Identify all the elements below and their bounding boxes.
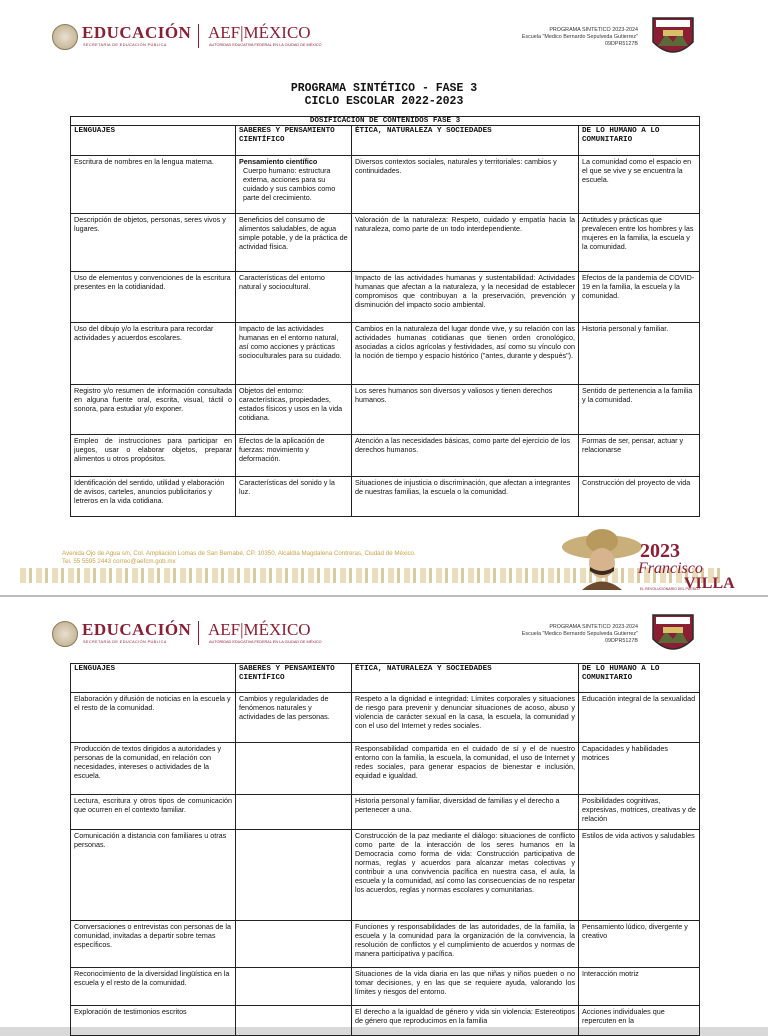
cell-humano: Historia personal y familiar. <box>579 323 700 385</box>
table-row <box>71 830 700 921</box>
column-header-lenguajes: LENGUAJES <box>71 664 236 693</box>
program-line: PROGRAMA SINTETICO 2023-2024 <box>549 27 638 33</box>
table-row <box>71 921 700 968</box>
villa-text: VILLA <box>684 575 735 592</box>
aef-logo: AEF|MÉXICO <box>208 620 311 639</box>
cell-humano: Sentido de pertenencia a la familia y la comunidad. <box>579 385 700 435</box>
contents-table-2 <box>70 663 700 1036</box>
cell-etica: El derecho a la igualdad de género y vida sin violencia: Estereotipos de género que reproducimos en la familia <box>352 1006 579 1036</box>
cell-saberes <box>236 830 352 921</box>
table-row <box>71 435 700 477</box>
school-code-line: 09DPR5127B <box>605 41 638 47</box>
mexico-seal-icon <box>52 24 78 50</box>
dosificacion-heading: DOSIFICACION DE CONTENIDOS FASE 3 <box>71 117 700 126</box>
page-header <box>0 0 768 60</box>
column-header-etica: ÉTICA, NATURALEZA Y SOCIEDADES <box>352 664 579 693</box>
table-row <box>71 477 700 517</box>
cell-saberes <box>236 968 352 1006</box>
cell-humano: La comunidad como el espacio en el que se vive y se encuentra la escuela. <box>579 156 700 214</box>
cell-humano: Interacción motriz <box>579 968 700 1006</box>
aef-subtitle: AUTORIDAD EDUCATIVA FEDERAL EN LA CIUDAD DE MÉXICO <box>209 43 322 47</box>
cell-humano: Actitudes y prácticas que prevalecen entre los hombres y las mujeres en la familia, la escuela y la comunidad. <box>579 214 700 272</box>
cell-humano: Pensamiento lúdico, divergente y creativo <box>579 921 700 968</box>
table-row <box>71 214 700 272</box>
cell-humano: Capacidades y habilidades motrices <box>579 743 700 795</box>
school-code-line: 09DPR5127B <box>605 638 638 644</box>
school-shield-logo <box>650 12 696 62</box>
title-line-1: PROGRAMA SINTÉTICO - FASE 3 <box>290 82 478 95</box>
cell-lenguajes: Comunicación a distancia con familiares u otras personas. <box>71 830 236 921</box>
cell-etica: Situaciones de injusticia o discriminación, que afectan a integrantes de nuestras familias, la escuela o la comunidad. <box>352 477 579 517</box>
aef-subtitle: AUTORIDAD EDUCATIVA FEDERAL EN LA CIUDAD DE MÉXICO <box>209 640 322 644</box>
cell-etica: Atención a las necesidades básicas, como parte del ejercicio de los derechos humanos. <box>352 435 579 477</box>
cell-saberes: Beneficios del consumo de alimentos saludables, de agua simple potable, y de la práctica de actividad física. <box>236 214 352 272</box>
column-header-etica: ÉTICA, NATURALEZA Y SOCIEDADES <box>352 126 579 156</box>
educacion-subtitle: SECRETARÍA DE EDUCACIÓN PÚBLICA <box>83 43 167 47</box>
cell-etica: Responsabilidad compartida en el cuidado de sí y el de nuestro entorno con la familia, la escuela, la comunidad, el uso de Internet y redes sociales, para generar espacios de bienestar e inclusión, equidad e igualdad. <box>352 743 579 795</box>
table-row <box>71 323 700 385</box>
cell-lenguajes: Uso de elementos y convenciones de la escritura presentes en la cotidianidad. <box>71 272 236 323</box>
cell-lenguajes: Conversaciones o entrevistas con personas de la comunidad, invitadas a departir sobre temas específicos. <box>71 921 236 968</box>
cell-etica: Respeto a la dignidad e integridad: Límites corporales y situaciones de riesgo para prevenir y denunciar situaciones de acoso, abuso y violencia de carácter sexual en la casa, la escuela, la comunidad y con el uso del Internet y redes sociales. <box>352 693 579 743</box>
cell-lenguajes: Descripción de objetos, personas, seres vivos y lugares. <box>71 214 236 272</box>
cell-saberes: Características del entorno natural y sociocultural. <box>236 272 352 323</box>
address-text: Avenida Ojo de Agua s/n, Col. Ampliación Lomas de San Bernabé, CP. 10350, Alcaldía Magdalena Contreras, Ciudad de México. <box>62 550 416 557</box>
cell-saberes <box>236 795 352 830</box>
cell-humano: Efectos de la pandemia de COVID-19 en la familia, la escuela y la comunidad. <box>579 272 700 323</box>
school-shield-logo <box>650 609 696 659</box>
year-2023: 2023 <box>640 540 680 562</box>
cell-lenguajes: Empleo de instrucciones para participar en juegos, usar o elaborar objetos, preparar alimentos u otros propósitos. <box>71 435 236 477</box>
villa-subtitle: EL REVOLUCIONARIO DEL PUEBLO <box>640 587 700 591</box>
title-line-2: CICLO ESCOLAR 2022-2023 <box>304 95 464 108</box>
cell-lenguajes: Elaboración y difusión de noticias en la escuela y el resto de la comunidad. <box>71 693 236 743</box>
cell-etica: Valoración de la naturaleza: Respeto, cuidado y empatía hacia la naturaleza, como parte de un todo interdependiente. <box>352 214 579 272</box>
cell-etica: Funciones y responsabilidades de las autoridades, de la familia, la escuela y la comunidad para la organización de la convivencia, la resolución de conflictos y el cumplimiento de acuerdos y normas de manera participativa y pacífica. <box>352 921 579 968</box>
cell-lenguajes: Identificación del sentido, utilidad y elaboración de avisos, carteles, anuncios publicitarios y letreros en la vida cotidiana. <box>71 477 236 517</box>
cell-saberes <box>236 743 352 795</box>
header-school-info <box>522 624 638 645</box>
cell-saberes: Objetos del entorno: características, propiedades, estados físicos y usos en la vida cotidiana. <box>236 385 352 435</box>
column-header-saberes: SABERES Y PENSAMIENTO CIENTÍFICO <box>236 664 352 693</box>
francisco-villa-portrait-icon <box>560 525 645 590</box>
cell-etica: Historia personal y familiar, diversidad de familias y el derecho a pertenecer a una. <box>352 795 579 830</box>
document-title <box>0 82 768 108</box>
logo-divider <box>198 621 199 645</box>
francisco-text: Francisco <box>638 560 703 577</box>
cell-humano: Educación integral de la sexualidad <box>579 693 700 743</box>
cell-lenguajes: Producción de textos dirigidos a autoridades y personas de la comunidad, en relación con necesidades, intereses o actividades de la escuela. <box>71 743 236 795</box>
cell-etica: Situaciones de la vida diaria en las que niñas y niños pueden o no tomar decisiones, y en las que se requiere ayuda, valorando los límites y riesgos del entorno. <box>352 968 579 1006</box>
cell-lenguajes: Escritura de nombres en la lengua materna. <box>71 156 236 214</box>
column-header-saberes: SABERES Y PENSAMIENTO CIENTÍFICO <box>236 126 352 156</box>
contact-text: Tel. 55 5595 2443 correo@aefcm.gob.mx <box>62 557 176 565</box>
cell-humano: Posibilidades cognitivas, expresivas, motrices, creativas y de relación <box>579 795 700 830</box>
cell-etica: Construcción de la paz mediante el diálogo: situaciones de conflicto como parte de la interacción de los seres humanos en la Democracia como forma de vida: Construcción participativa de normas, reglas y acuerdos para alcanzar metas colectivas y contribuir a una convivencia pacífica en nuestra casa, el aula, la escuela y la comunidad, así como las consecuencias de no respetar los acuerdos, reglas y normas escolares y comunitarias. <box>352 830 579 921</box>
cell-lenguajes: Registro y/o resumen de información consultada en alguna fuente oral, escrita, visual, táctil o sonora, para estudiar y/o exponer. <box>71 385 236 435</box>
cell-etica: Diversos contextos sociales, naturales y territoriales: cambios y continuidades. <box>352 156 579 214</box>
page-header <box>0 597 768 657</box>
cell-etica: Impacto de las actividades humanas y sustentabilidad: Actividades humanas que afectan a la naturaleza, y la necesidad de establecer compromisos que contribuyan a la preservación, prevención y disminución del impacto socio ambiental. <box>352 272 579 323</box>
cell-saberes: Impacto de las actividades humanas en el entorno natural, así como acciones y prácticas socioculturales para su cuidado. <box>236 323 352 385</box>
cell-lenguajes: Lectura, escritura y otros tipos de comunicación que ocurren en el contexto familiar. <box>71 795 236 830</box>
educacion-subtitle: SECRETARÍA DE EDUCACIÓN PÚBLICA <box>83 640 167 644</box>
header-school-info <box>522 27 638 48</box>
contents-table-1 <box>70 116 700 517</box>
column-header-lenguajes: LENGUAJES <box>71 126 236 156</box>
cell-saberes: Efectos de la aplicación de fuerzas: movimiento y deformación. <box>236 435 352 477</box>
pensamiento-cientifico-heading: Pensamiento científico <box>239 157 318 166</box>
cell-etica: Los seres humanos son diversos y valiosos y tienen derechos humanos. <box>352 385 579 435</box>
program-line: PROGRAMA SINTETICO 2023-2024 <box>549 624 638 630</box>
aef-logo: AEF|MÉXICO <box>208 23 311 42</box>
school-name-line: Escuela "Medico Bernardo Sepulveda Gutierrez" <box>521 631 638 637</box>
cell-humano: Construcción del proyecto de vida <box>579 477 700 517</box>
column-header-humano: DE LO HUMANO A LO COMUNITARIO <box>579 126 700 156</box>
educacion-logo: EDUCACIÓN <box>82 23 192 42</box>
cell-humano: Acciones individuales que repercuten en la <box>579 1006 700 1036</box>
table-row <box>71 795 700 830</box>
table-row <box>71 693 700 743</box>
table-row <box>71 1006 700 1036</box>
cell-saberes <box>236 156 352 214</box>
cell-saberes <box>236 1006 352 1036</box>
document-page-2 <box>0 597 768 1027</box>
cell-saberes <box>236 921 352 968</box>
school-name-line: Escuela "Medico Bernardo Sepulveda Gutierrez" <box>521 34 638 40</box>
table-row <box>71 743 700 795</box>
logo-divider <box>198 24 199 48</box>
educacion-logo: EDUCACIÓN <box>82 620 192 639</box>
footer-address <box>62 550 482 565</box>
cell-lenguajes: Exploración de testimonios escritos <box>71 1006 236 1036</box>
cell-humano: Formas de ser, pensar, actuar y relacionarse <box>579 435 700 477</box>
mexico-seal-icon <box>52 621 78 647</box>
cell-lenguajes: Uso del dibujo y/o la escritura para recordar actividades y acuerdos escolares. <box>71 323 236 385</box>
column-header-humano: DE LO HUMANO A LO COMUNITARIO <box>579 664 700 693</box>
table-row <box>71 272 700 323</box>
cell-etica: Cambios en la naturaleza del lugar donde vive, y su relación con las actividades humanas cotidianas que tienen orden cronológico, asociadas a ciclos agrícolas y festividades, así como su vínculo con la noción de tiempo y espacio histórico ("antes, durante y después"). <box>352 323 579 385</box>
cuerpo-humano-text: Cuerpo humano: estructura externa, acciones para su cuidado y sus cambios como parte del crecimiento. <box>243 166 336 202</box>
cell-lenguajes: Reconocimiento de la diversidad lingüística en la escuela y el resto de la comunidad. <box>71 968 236 1006</box>
cell-humano: Estilos de vida activos y saludables <box>579 830 700 921</box>
cell-saberes: Características del sonido y la luz. <box>236 477 352 517</box>
table-row <box>71 968 700 1006</box>
cell-saberes: Cambios y regularidades de fenómenos naturales y actividades de las personas. <box>236 693 352 743</box>
table-row <box>71 156 700 214</box>
table-row <box>71 385 700 435</box>
